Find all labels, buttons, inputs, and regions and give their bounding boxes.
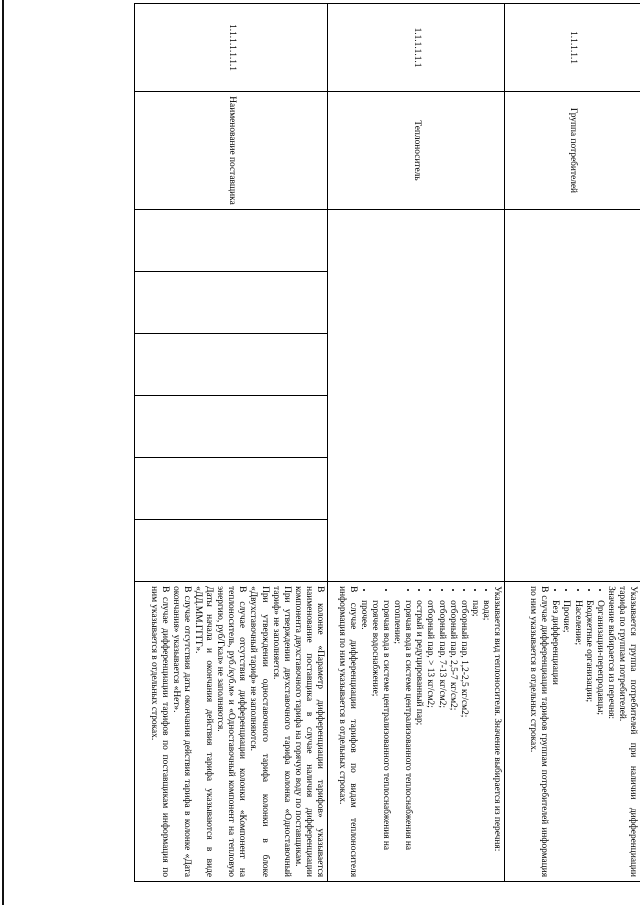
list-item: • Без дифференциации (549, 600, 560, 877)
empty-cell (135, 334, 328, 396)
list-item: • пар; (469, 600, 480, 877)
empty-cell (135, 396, 328, 458)
list-item: • отборный пар, 2,5-7 кг/см2; (447, 600, 458, 877)
description-paragraph: В колонке «Параметр дифференциации тарифов» указывается наименование поставщика в случае наличия дифференциации компонента двухставочного тарифа на горячую воду по поставщикам. (292, 586, 325, 878)
row-description (135, 582, 328, 882)
list-item: • Бюджетные организации; (583, 600, 594, 877)
description-paragraph: При утверждении двухставочного тарифа колонка «Одноставочный тариф» не заполняется. (270, 586, 292, 878)
row-description (328, 582, 505, 882)
empty-cells (505, 210, 640, 582)
description-paragraph: Значение выбирается из перечня: (605, 586, 616, 720)
description-paragraph: В случае дифференциации тарифов по поставщикам информация по ним указывается в отдельных строках. (148, 586, 170, 878)
row-name: Наименование поставщика (135, 92, 328, 210)
tariff-table (134, 3, 640, 882)
list-item: • Прочие; (560, 600, 571, 877)
list-item: • отборный пар, > 13 кг/см2; (424, 600, 435, 877)
empty-cell (135, 458, 328, 520)
list-item: • острый и редуцированный пар; (413, 600, 424, 877)
description-paragraph: Указывается группа потребителей при наличии дифференциации тарифа по группам потребителей. (616, 586, 638, 878)
row-description (505, 582, 640, 882)
table-row-heat-carrier (328, 4, 505, 882)
description-paragraph: В случае отсутствия даты окончания действия тарифа в колонке «Дата окончания» указывается «Нет». (170, 586, 192, 878)
description-paragraph: Указывается вид теплоносителя. Значение выбирается из перечня: (492, 586, 502, 852)
row-name: Группа потребителей (505, 92, 640, 210)
description-paragraph: В случае отсутствия дифференциации колонки «Компонент на теплоноситель, руб./куб.м» и «Одноставочный компонент на тепловую энергию, руб/Гкал» не заполняются. (215, 586, 248, 878)
empty-cell (135, 210, 328, 272)
table-row-supplier (135, 4, 328, 882)
description-paragraph: Даты начала и окончания действия тарифа указываются в виде «ДД.ММ.ГГГГ». (192, 586, 215, 878)
scan-border-line (2, 0, 4, 905)
rotated-page (16, 3, 640, 903)
description-list (358, 586, 491, 877)
list-item: • горячая вода в системе централизованного теплоснабжения на горячее водоснабжение; (369, 600, 391, 877)
table-row-consumer-group (505, 4, 640, 882)
row-number: 1.1.1.1.1.1.1 (135, 4, 328, 92)
list-item: • горячая вода в системе централизованного теплоснабжения на отопление; (391, 600, 413, 877)
row-number: 1.1.1.1.1.1 (328, 4, 505, 92)
list-item: • отборный пар, 1,2-2,5 кг/см2; (458, 600, 469, 877)
empty-cell (135, 272, 328, 334)
description-paragraph: В случае дифференциации тарифов по видам теплоносителя информация по ним указывается в отдельных строках. (336, 586, 358, 878)
row-number: 1.1.1.1.1 (505, 4, 640, 92)
list-item: • прочее. (358, 600, 369, 877)
description-paragraph: В случае дифференциации тарифов группам потребителей информация по ним указывается в отдельных строках. (528, 586, 550, 878)
list-item: • Население; (571, 600, 582, 877)
description-list (549, 586, 604, 877)
row-name: Теплоноситель (328, 92, 505, 210)
empty-cells (328, 210, 505, 582)
list-item: • Организации-перепродавцы; (594, 600, 605, 877)
list-item: • вода; (480, 600, 491, 877)
description-paragraph: При утверждении одноставочного тарифа колонки в блоке «Двухставочный тариф» не заполняются. (248, 586, 270, 878)
list-item: • отборный пар, 7-13 кг/см2; (435, 600, 446, 877)
empty-cell (135, 520, 328, 582)
